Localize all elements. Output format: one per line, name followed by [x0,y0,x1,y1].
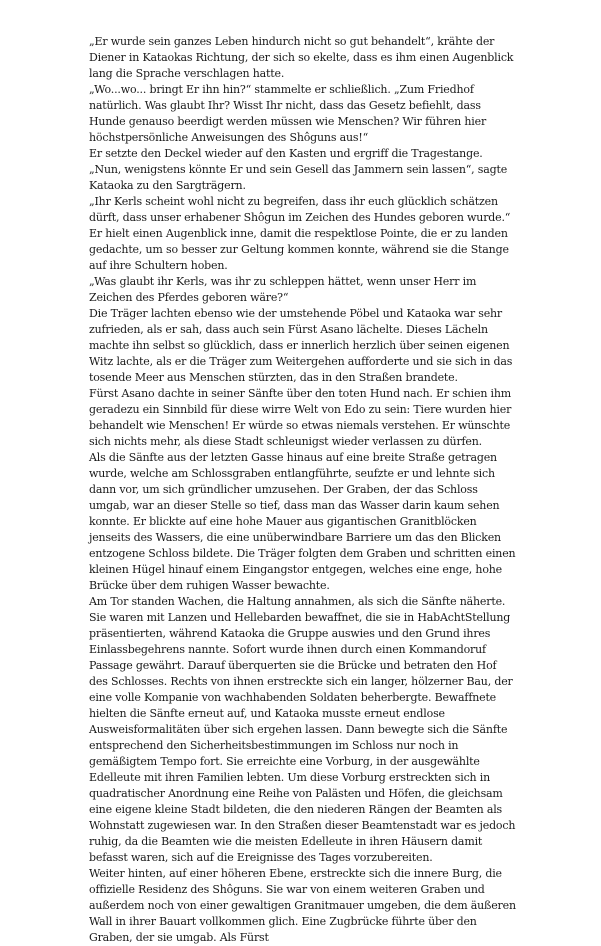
body-text [89,34,517,946]
paragraph: Weiter hinten, auf einer höheren Ebene, erstreckte sich die innere Burg, die offizielle Residenz des Shôguns. Sie war von einem weiteren Graben und außerdem noch von einer gewaltigen Granitmauer umgeben, die dem äußeren Wall in ihrer Bauart vollkommen glich. Eine Zugbrücke führte über den Graben, der sie umgab. Als Fürst [89,867,516,944]
paragraph: Er hielt einen Augenblick inne, damit die respektlose Pointe, die er zu landen gedachte, um so besser zur Geltung kommen konnte, während sie die Stange auf ihre Schultern hoben. [89,227,509,272]
paragraph: Fürst Asano dachte in seiner Sänfte über den toten Hund nach. Er schien ihm geradezu ein Sinnbild für diese wirre Welt von Edo zu sein: Tiere wurden hier behandelt wie Menschen! Er würde so etwas niemals verstehen. Er wünschte sich nichts mehr, als diese Stadt schleunigst wieder verlassen zu dürfen. [89,387,512,448]
paragraph: „Er wurde sein ganzes Leben hindurch nicht so gut behandelt“, krähte der Diener in Kataokas Richtung, der sich so ekelte, dass es ihm einen Augenblick lang die Sprache verschlagen hatte. [89,35,514,80]
paragraph: „Wo...wo... bringt Er ihn hin?“ stammelte er schließlich. „Zum Friedhof natürlich. Was glaubt Ihr? Wisst Ihr nicht, dass das Gesetz befiehlt, dass Hunde genauso beerdigt werden müssen wie Menschen? Wir führen hier höchstpersönliche Anweisungen des Shôguns aus!“ [89,83,487,144]
paragraph: Als die Sänfte aus der letzten Gasse hinaus auf eine breite Straße getragen wurde, welche am Schlossgraben entlangführte, seufzte er und lehnte sich dann vor, um sich gründlicher umzusehen. Der Graben, der das Schloss umgab, war an dieser Stelle so tief, dass man das Wasser darin kaum sehen konnte. Er blickte auf eine hohe Mauer aus gigantischen Granitblöcken jenseits des Wassers, die eine unüberwindbare Barriere um das den Blicken entzogene Schloss bildete. Die Träger folgten dem Graben und schritten einen kleinen Hügel hinauf einem Eingangstor entgegen, welches eine enge, hohe Brücke über dem ruhigen Wasser bewachte. [89,451,516,592]
paragraph: „Was glaubt ihr Kerls, was ihr zu schleppen hättet, wenn unser Herr im Zeichen des Pferdes geboren wäre?“ [89,275,477,304]
paragraph: Die Träger lachten ebenso wie der umstehende Pöbel und Kataoka war sehr zufrieden, als er sah, dass auch sein Fürst Asano lächelte. Dieses Lächeln machte ihn selbst so glücklich, dass er innerlich herzlich über seinen eigenen Witz lachte, als er die Träger zum Weitergehen aufforderte und sie sich in das tosende Meer aus Menschen stürzten, das in den Straßen brandete. [89,307,513,384]
paragraph: Am Tor standen Wachen, die Haltung annahmen, als sich die Sänfte näherte. Sie waren mit Lanzen und Hellebarden bewaffnet, die sie in HabAchtStellung präsentierten, während Kataoka die Gruppe auswies und den Grund ihres Einlassbegehrens nannte. Sofort wurde ihnen durch einen Kommandoruf Passage gewährt. Darauf überquerten sie die Brücke und betraten den Hof des Schlosses. Rechts von ihnen erstreckte sich ein langer, hölzerner Bau, der eine volle Kompanie von wachhabenden Soldaten beherbergte. Bewaffnete hielten die Sänfte erneut auf, und Kataoka musste erneut endlose Ausweisformalitäten über sich ergehen lassen. Dann bewegte sich die Sänfte entsprechend den Sicherheitsbestimmungen im Schloss nur noch in gemäßigtem Tempo fort. Sie erreichte eine Vorburg, in der ausgewählte Edelleute mit ihren Familien lebten. Um diese Vorburg erstreckten sich in quadratischer Anordnung eine Reihe von Palästen und Höfen, die gleichsam eine eigene kleine Stadt bildeten, die den niederen Rängen der Beamten als Wohnstatt zugewiesen war. In den Straßen dieser Beamtenstadt war es jedoch ruhig, da die Beamten wie die meisten Edelleute in ihren Häusern damit befasst waren, sich auf die Ereignisse des Tages vorzubereiten. [89,595,516,864]
paragraph: „Ihr Kerls scheint wohl nicht zu begreifen, dass ihr euch glücklich schätzen dürft, dass unser erhabener Shôgun im Zeichen des Hundes geboren wurde.“ [89,195,511,224]
paragraph: Er setzte den Deckel wieder auf den Kasten und ergriff die Tragestange. [89,147,483,160]
paragraph: „Nun, wenigstens könnte Er und sein Gesell das Jammern sein lassen“, sagte Kataoka zu den Sargträgern. [89,163,508,192]
